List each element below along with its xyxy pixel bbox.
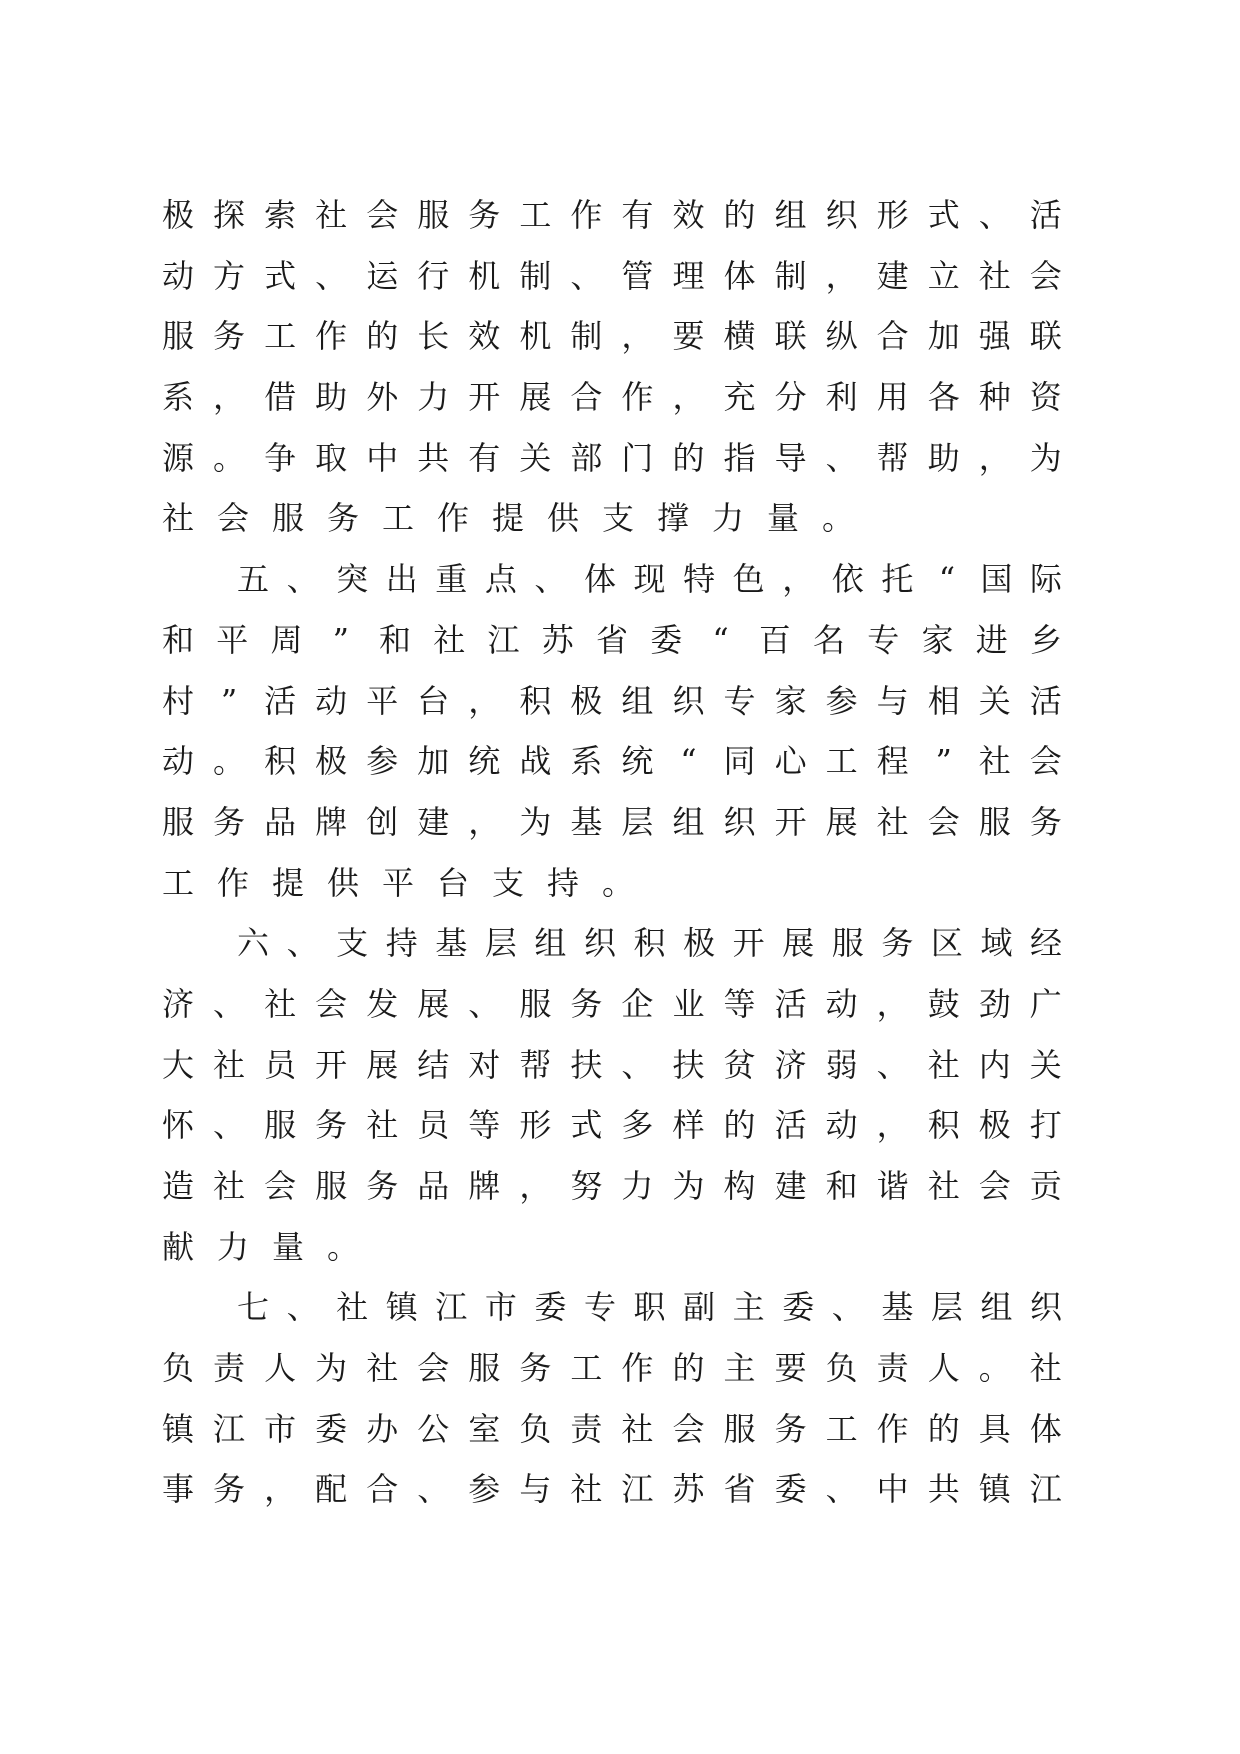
text-line: 怀 、 服 务 社 员 等 形 式 多 样 的 活 动 ， 积 极 打	[162, 1106, 1062, 1145]
paragraph-6-first-line: 六 、 支 持 基 层 组 织 积 极 开 展 服 务 区 域 经	[237, 924, 1063, 963]
text-line: 大 社 员 开 展 结 对 帮 扶 、 扶 贫 济 弱 、 社 内 关	[162, 1045, 1062, 1084]
text-line: 极 探 索 社 会 服 务 工 作 有 效 的 组 织 形 式 、 活	[162, 196, 1062, 234]
text-line: 村 ” 活 动 平 台 ， 积 极 组 织 专 家 参 与 相 关 活	[162, 681, 1062, 720]
body-text	[162, 185, 1062, 1520]
paragraph-7-first-line: 七 、 社 镇 江 市 委 专 职 副 主 委 、 基 层 组 织	[237, 1288, 1063, 1327]
text-line: 动 方 式 、 运 行 机 制 、 管 理 体 制 ， 建 立 社 会	[162, 256, 1062, 295]
text-line: 系 ， 借 助 外 力 开 展 合 作 ， 充 分 利 用 各 种 资	[162, 378, 1062, 417]
paragraph-5-first-line: 五 、 突 出 重 点 、 体 现 特 色 ， 依 托 “ 国 际	[237, 560, 1063, 599]
text-line: 负 责 人 为 社 会 服 务 工 作 的 主 要 负 责 人 。 社	[162, 1349, 1062, 1388]
text-line: 服 务 品 牌 创 建 ， 为 基 层 组 织 开 展 社 会 服 务	[162, 802, 1062, 841]
text-line: 源 。 争 取 中 共 有 关 部 门 的 指 导 、 帮 助 ， 为	[162, 438, 1062, 477]
text-line: 镇 江 市 委 办 公 室 负 责 社 会 服 务 工 作 的 具 体	[162, 1409, 1062, 1448]
text-line: 工 作 提 供 平 台 支 持 。	[162, 863, 635, 902]
text-line: 献 力 量 。	[162, 1227, 360, 1266]
text-line: 动 。 积 极 参 加 统 战 系 统 “ 同 心 工 程 ” 社 会	[162, 742, 1062, 781]
text-line: 事 务 ， 配 合 、 参 与 社 江 苏 省 委 、 中 共 镇 江	[162, 1470, 1062, 1509]
text-line: 造 社 会 服 务 品 牌 ， 努 力 为 构 建 和 谐 社 会 贡	[162, 1167, 1062, 1205]
text-line: 社 会 服 务 工 作 提 供 支 撑 力 量 。	[162, 499, 855, 538]
text-line: 服 务 工 作 的 长 效 机 制 ， 要 横 联 纵 合 加 强 联	[162, 317, 1062, 356]
text-line: 和 平 周 ” 和 社 江 苏 省 委 “ 百 名 专 家 进 乡	[162, 620, 1063, 659]
text-line: 济 、 社 会 发 展 、 服 务 企 业 等 活 动 ， 鼓 劲 广	[162, 984, 1062, 1023]
